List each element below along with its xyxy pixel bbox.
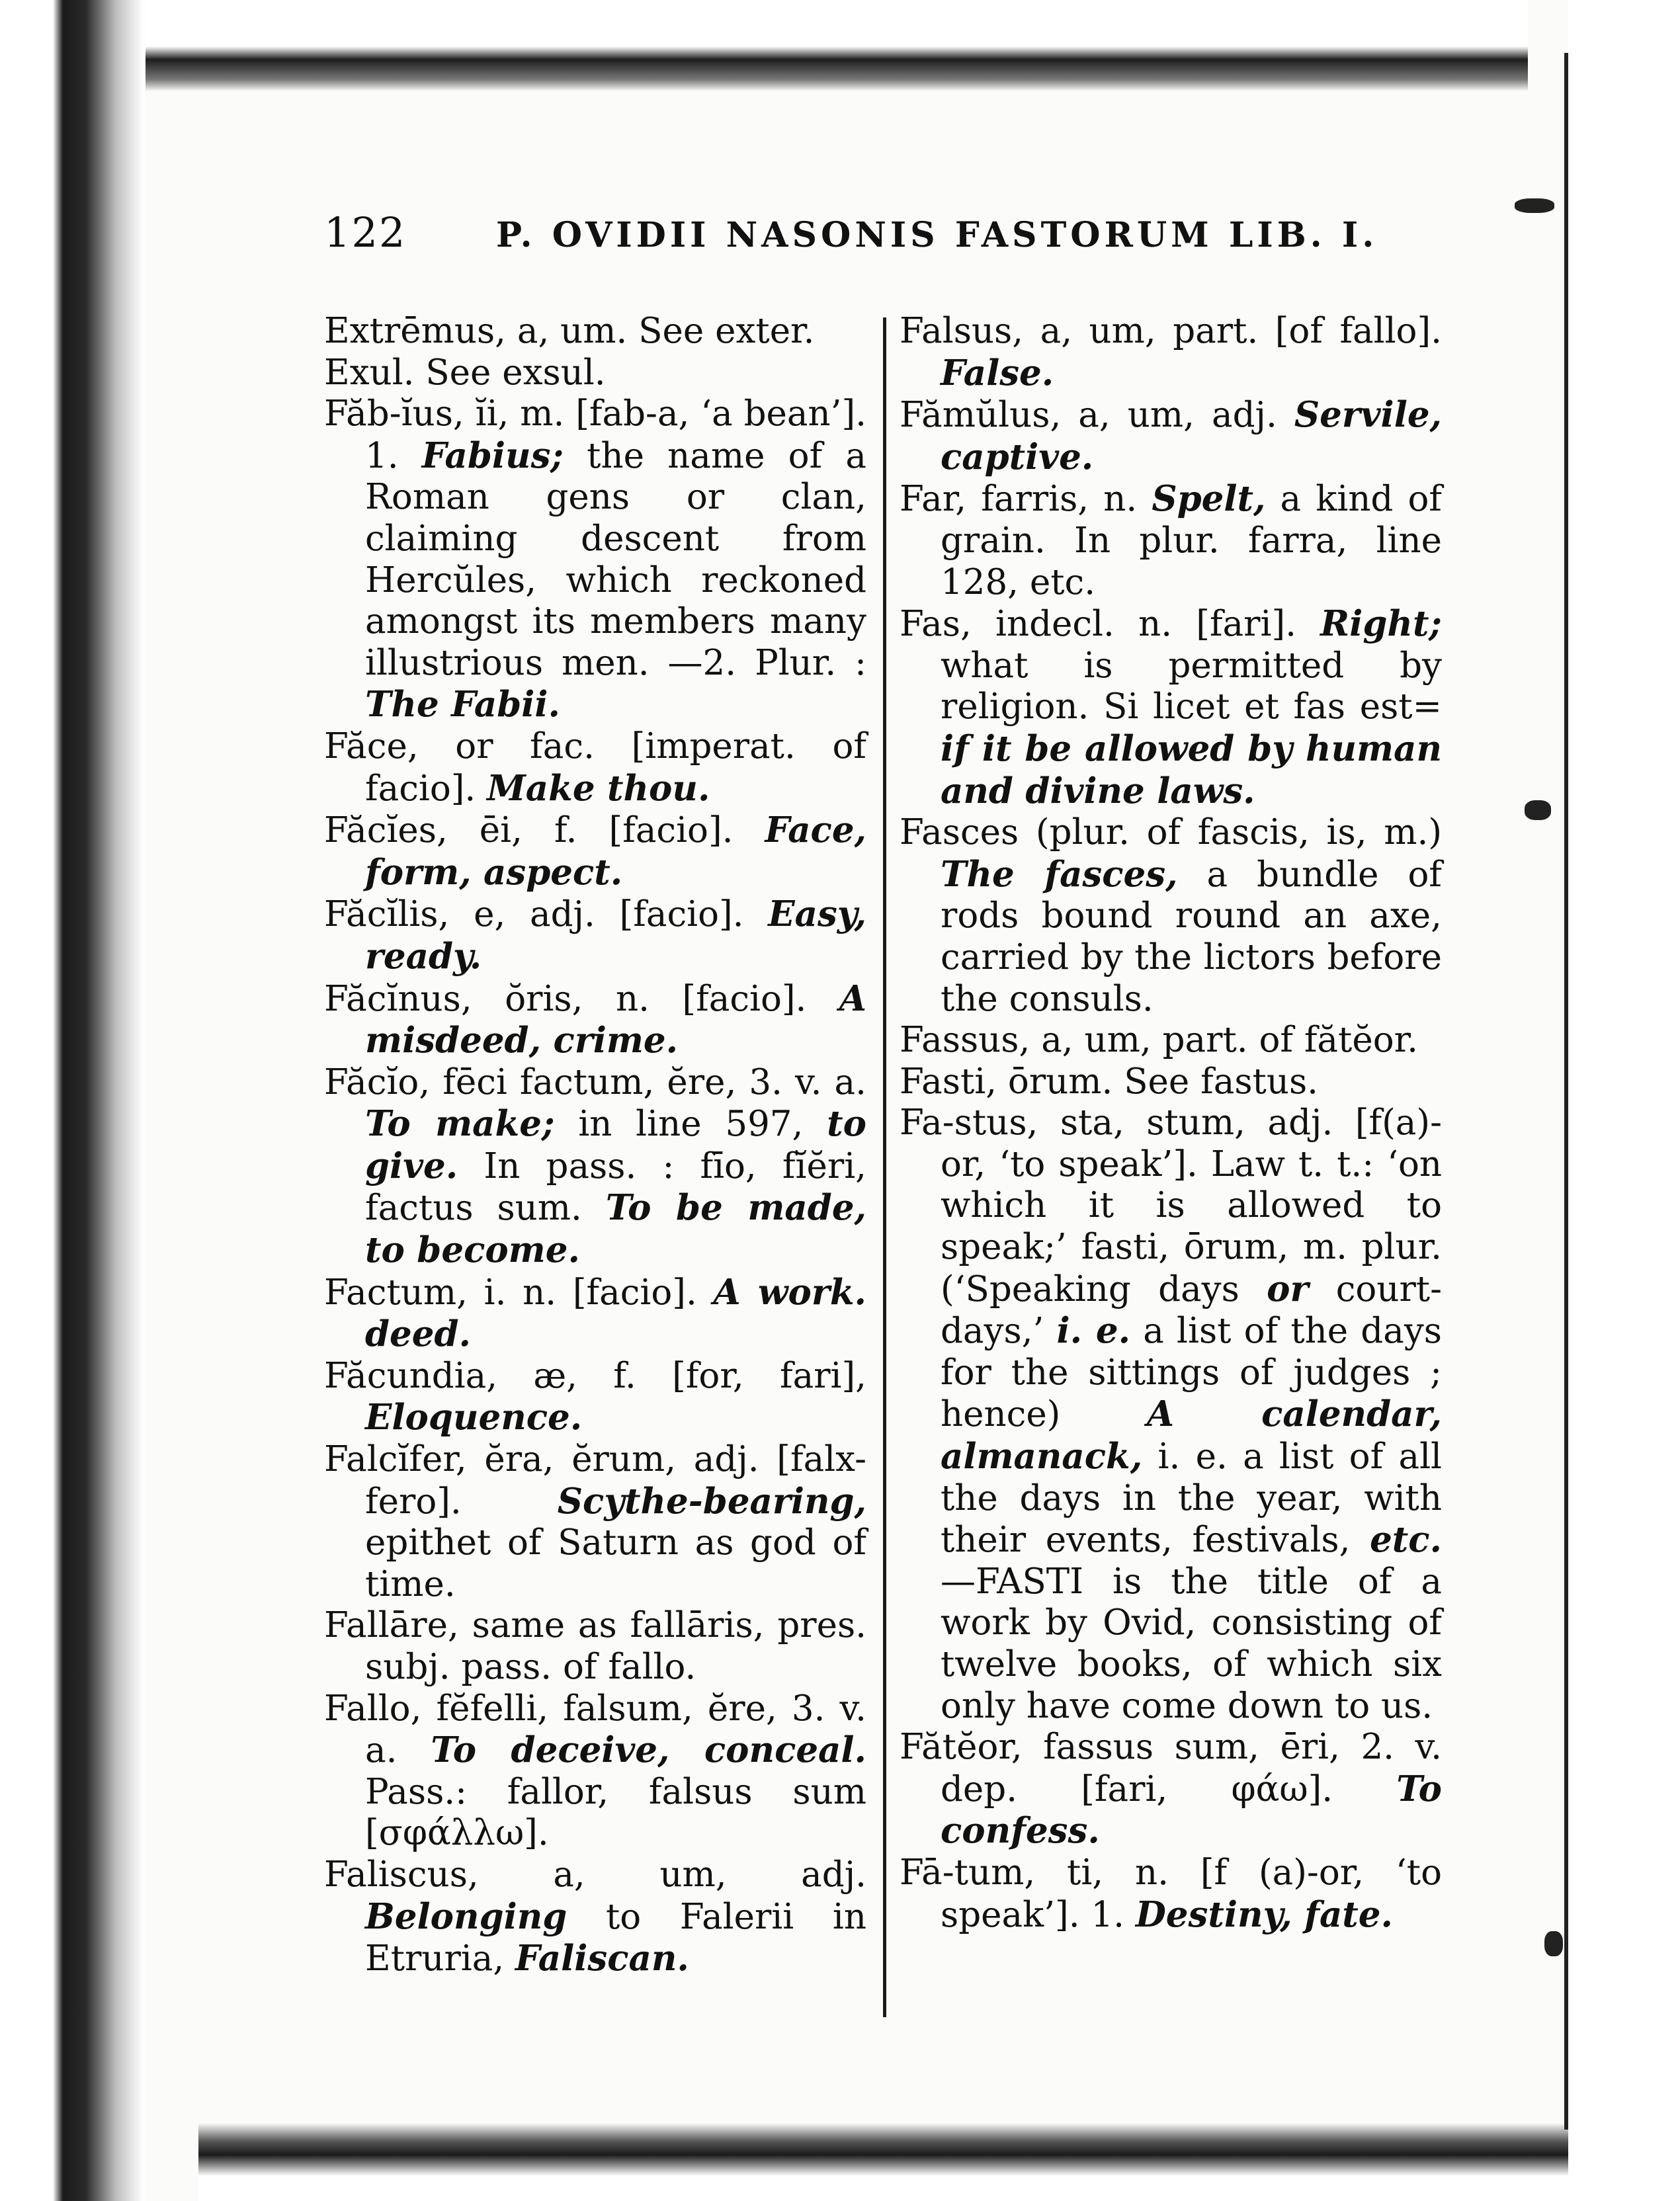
entry-translation: To confess.: [941, 1768, 1442, 1852]
entry-text: [1137, 479, 1152, 519]
entry-text: of fătĕor.: [1247, 1020, 1418, 1061]
dictionary-entry: [324, 311, 866, 353]
entry-headword: Fasces: [900, 812, 1019, 853]
entry-headword: Factum, i. n.: [324, 1272, 557, 1313]
scan-right-margin: [1568, 0, 1680, 2201]
dictionary-entry: [324, 1854, 866, 1980]
entry-translation: Spelt,: [1152, 478, 1266, 520]
entry-translation: Right;: [1320, 603, 1442, 645]
book-spine-edge: [0, 0, 146, 2201]
entry-text: [of fallo].: [1258, 311, 1442, 351]
entry-translation: etc.: [1370, 1519, 1442, 1561]
entry-text: [fab-a, ‘a bean’]. 1.: [365, 394, 866, 476]
entry-text: [facio].: [556, 1272, 714, 1313]
dictionary-entry: [324, 1688, 866, 1854]
entry-translation: to give.: [365, 1103, 866, 1186]
entry-headword: Fassus, a, um, part.: [900, 1020, 1248, 1061]
entry-translation: Faliscan.: [515, 1938, 689, 1979]
entry-headword: Fa-stus, sta, stum, adj.: [900, 1102, 1333, 1143]
entry-text: [imperat. of facio].: [365, 726, 866, 809]
entry-text: a bundle of rods bound round an axe, carried by the lictors before the consuls.: [941, 854, 1442, 1019]
entry-headword: Făcĭo, fēci factum, ĕre, 3. v. a.: [324, 1061, 866, 1102]
dictionary-entry: [900, 1102, 1442, 1727]
dictionary-entry: [900, 1020, 1442, 1061]
entry-headword: Fallo, fĕfelli, falsum, ĕre, 3. v. a.: [324, 1688, 866, 1771]
entry-text: [facio].: [577, 810, 765, 851]
entry-text: in line 597,: [554, 1104, 827, 1145]
dictionary-entry: [900, 1852, 1442, 1936]
dictionary-entry: [324, 893, 866, 977]
entry-text: [facio].: [649, 978, 839, 1019]
entry-text: court-days,’: [941, 1268, 1442, 1352]
entry-translation: Scythe-bearing,: [557, 1480, 866, 1522]
entry-headword: Făcĭes, ēi, f.: [324, 810, 577, 851]
entry-headword: Falsus, a, um, part.: [900, 311, 1259, 351]
entry-translation: Eloquence.: [365, 1397, 583, 1438]
entry-translation: Make thou.: [487, 767, 710, 809]
entry-text: [for, fari],: [636, 1355, 867, 1396]
entry-translation: if it be allowed by human and divine laws.: [941, 727, 1442, 811]
entry-translation: A misdeed, crime.: [365, 977, 867, 1061]
entry-headword: Extrēmus, a, um.: [324, 311, 628, 351]
entry-headword: Far, farris, n.: [900, 479, 1138, 520]
entry-headword: Exul.: [324, 352, 415, 393]
entry-text: —FASTI is the title of a work by Ovid, consisting of twelve books, of which six only have come down to us.: [941, 1561, 1442, 1726]
entry-text: [falx-fero].: [365, 1439, 866, 1522]
entry-text: Pass.: fallor, falsus sum [σφάλλω].: [365, 1771, 866, 1854]
dictionary-entry: [324, 1356, 866, 1439]
entry-text: what is permitted by religion. Si licet et fas est=: [941, 645, 1442, 727]
entry-translation: Face, form, aspect.: [365, 810, 866, 893]
right-column: [900, 311, 1442, 1936]
dictionary-entry: [900, 1061, 1442, 1103]
entry-text: to Falerii in Etruria,: [365, 1896, 866, 1979]
entry-translation: Destiny, fate.: [1135, 1893, 1393, 1935]
dictionary-entry: [900, 478, 1442, 603]
entry-translation: Servile, captive.: [941, 394, 1442, 478]
dictionary-entry: [324, 353, 866, 394]
entry-text: the name of a Roman gens or clan, claiming descent from Hercŭles, which reckoned amongst its members many illustrious men. —2. Plur. :: [365, 435, 866, 683]
book-bottom-edge: [198, 2123, 1574, 2201]
entry-headword: Făcundia, æ, f.: [324, 1355, 636, 1396]
dictionary-entry: [900, 311, 1442, 394]
entry-translation: i. e.: [1056, 1310, 1131, 1352]
entry-text: [f(a)-or, ‘to speak’]. Law t. t.: ‘on which it is allowed to speak;’ fasti, ōrum, m. plur. (‘Speaking days: [941, 1102, 1442, 1309]
entry-translation: The Fabii.: [365, 684, 560, 726]
entry-translation: A calendar, almanack,: [941, 1393, 1442, 1477]
entry-translation: or: [1267, 1268, 1309, 1309]
entry-translation: To be made, to become.: [365, 1187, 866, 1271]
running-title: P. OVIDII NASONIS FASTORUM LIB. I.: [496, 215, 1378, 255]
entry-text: See exsul.: [414, 352, 606, 393]
entry-text: [facio].: [595, 894, 769, 935]
entry-text: [fari, φάω].: [1017, 1768, 1397, 1809]
entry-translation: Easy, ready.: [365, 893, 866, 977]
book-top-edge: [60, 0, 1528, 93]
entry-headword: Fasti, ōrum.: [900, 1061, 1113, 1102]
entry-translation: The fasces,: [941, 853, 1178, 895]
dictionary-entry: [900, 812, 1442, 1020]
entry-text: See exter.: [627, 311, 815, 351]
ink-mark: [1525, 800, 1551, 820]
dictionary-entry: [324, 1439, 866, 1605]
entry-text: i. e. a list of all the days in the year, with their events, festivals,: [941, 1436, 1442, 1561]
entry-headword: Făcĭnus, ŏris, n.: [324, 978, 650, 1019]
dictionary-entry: [324, 978, 866, 1062]
dictionary-entry: [324, 726, 866, 810]
left-column: [324, 311, 866, 1980]
dictionary-entry: [324, 1062, 866, 1272]
entry-translation: A work. deed.: [365, 1271, 866, 1355]
dictionary-entry: [900, 394, 1442, 478]
entry-translation: Belonging: [365, 1895, 567, 1937]
entry-headword: Fallāre,: [324, 1605, 459, 1646]
entry-headword: Fas, indecl. n.: [900, 604, 1173, 645]
entry-headword: Fā-tum, ti, n.: [900, 1852, 1169, 1893]
entry-text: [397, 1730, 431, 1770]
entry-text: [f (a)-or, ‘to speak’]. 1.: [941, 1852, 1442, 1935]
entry-text: a list of the days for the sittings of judges ; hence): [941, 1311, 1442, 1435]
entry-headword: Făcĭlis, e, adj.: [324, 894, 595, 935]
entry-translation: To deceive, conceal.: [431, 1729, 866, 1771]
page-header: [324, 208, 1378, 268]
entry-translation: False.: [941, 352, 1054, 394]
ink-mark: [1515, 198, 1554, 213]
page-number: 122: [324, 208, 407, 257]
entry-text: a kind of grain. In plur. farra, line 128, etc.: [941, 479, 1442, 602]
entry-headword: Faliscus, a, um, adj.: [324, 1854, 866, 1895]
dictionary-entry: [900, 603, 1442, 812]
entry-text: same as fallāris, pres. subj. pass. of fallo.: [365, 1605, 866, 1687]
entry-headword: Făb-ĭus, ĭi, m.: [324, 394, 565, 435]
entry-text: [1277, 395, 1294, 435]
dictionary-entry: [900, 1727, 1442, 1852]
ink-mark: [1544, 1931, 1563, 1956]
entry-translation: To make;: [365, 1103, 555, 1145]
entry-text: (plur. of fascis, is, m.): [1019, 812, 1442, 853]
entry-text: [fari].: [1172, 604, 1321, 645]
entry-text: epithet of Saturn as god of time.: [365, 1522, 866, 1604]
entry-headword: Falcĭfer, ĕra, ĕrum, adj.: [324, 1439, 759, 1480]
entry-text: See fastus.: [1113, 1061, 1319, 1102]
dictionary-entry: [324, 1272, 866, 1356]
entry-headword: Fătĕor, fassus sum, ēri, 2. v. dep.: [900, 1727, 1442, 1809]
entry-headword: Făce, or fac.: [324, 726, 595, 767]
entry-headword: Fămŭlus, a, um, adj.: [900, 395, 1277, 436]
column-divider: [883, 317, 886, 2017]
entry-text: In pass. : fīo, fĭĕri, factus sum.: [365, 1145, 866, 1229]
dictionary-entry: [324, 1605, 866, 1688]
entry-translation: Fabius;: [421, 435, 564, 476]
dictionary-entry: [324, 810, 866, 893]
dictionary-entry: [324, 394, 866, 726]
